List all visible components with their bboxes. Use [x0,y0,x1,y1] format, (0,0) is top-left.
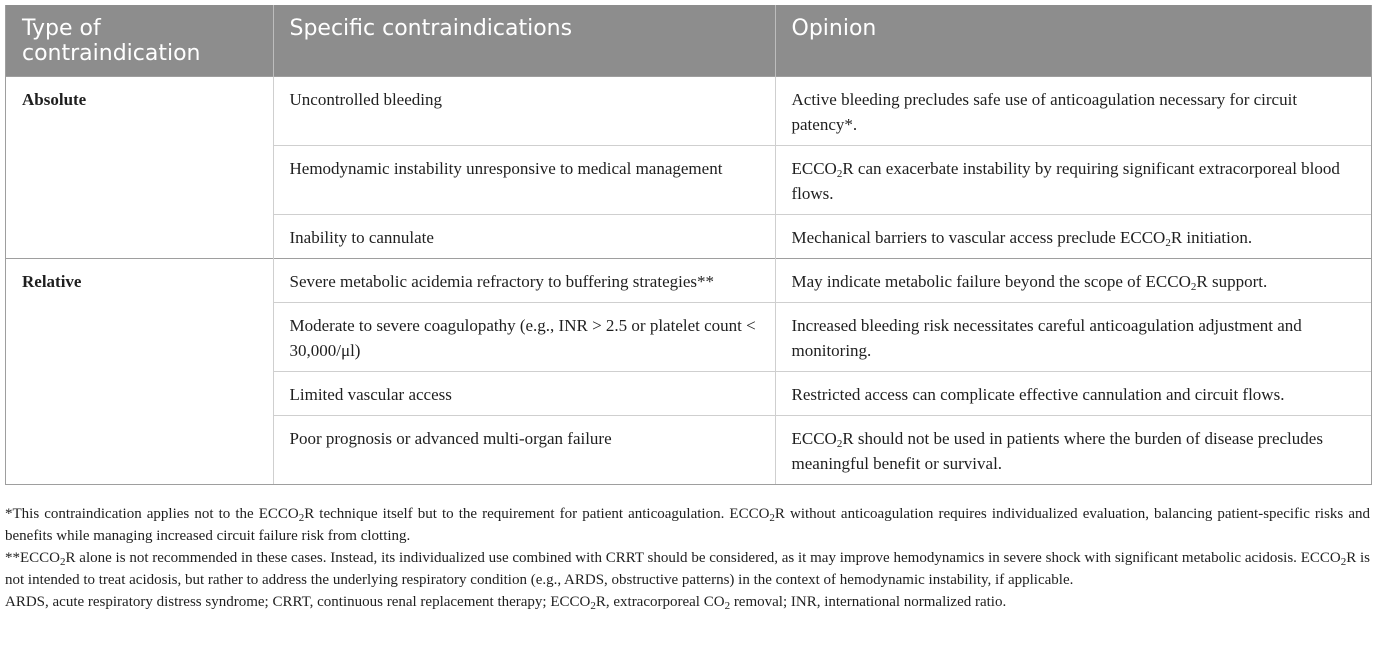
table-row [6,77,1371,146]
type-absolute: Absolute [6,77,273,259]
footnote-anticoagulation: *This contraindication applies not to the $ECCO_2R$ technique itself but to the requirement for patient anticoagulation. $ECCO_2R$ without anticoagulation requires individualized evaluation, balancing patient-specific risks and benefits while managing increased circuit failure risk from clotting. [5,506,1370,544]
header-type: Type of contraindication [6,5,273,77]
table-header-row [6,5,1371,77]
specific-cell: Severe metabolic acidemia refractory to buffering strategies** [273,259,775,303]
opinion-cell: Active bleeding precludes safe use of anticoagulation necessary for circuit patency*. [775,77,1371,146]
opinion-cell: $ECCO_2R$ can exacerbate instability by requiring significant extracorporeal blood flows. [775,146,1371,215]
opinion-cell: May indicate metabolic failure beyond the scope of $ECCO_2R$ support. [775,259,1371,303]
specific-cell: Moderate to severe coagulopathy (e.g., INR > 2.5 or platelet count < 30,000/μl) [273,303,775,372]
specific-cell: Limited vascular access [273,372,775,416]
opinion-cell: Mechanical barriers to vascular access preclude $ECCO_2R$ initiation. [775,215,1371,259]
footnote-acidemia: $**ECCO_2R$ alone is not recommended in these cases. Instead, its individualized use combined with CRRT should be considered, as it may improve hemodynamics in severe shock with significant metabolic acidosis. $ECCO_2R$ is not intended to treat acidosis, but rather to address the underlying respiratory condition (e.g., ARDS, obstructive patterns) in the context of hemodynamic instability, if applicable. [5,550,1370,588]
specific-cell: Uncontrolled bleeding [273,77,775,146]
table-footnotes [5,503,1370,613]
table-row [6,259,1371,303]
specific-cell: Hemodynamic instability unresponsive to medical management [273,146,775,215]
type-relative: Relative [6,259,273,485]
opinion-cell: $ECCO_2R$ should not be used in patients where the burden of disease precludes meaningful benefit or survival. [775,416,1371,485]
contraindications-table-container [5,5,1372,485]
footnote-abbreviations: ARDS, acute respiratory distress syndrome; CRRT, continuous renal replacement therapy; $ECCO_2R$, extracorporeal $CO_2$ removal; INR, international normalized ratio. [5,594,1007,612]
header-opinion: Opinion [775,5,1371,77]
specific-cell: Inability to cannulate [273,215,775,259]
opinion-cell: Increased bleeding risk necessitates careful anticoagulation adjustment and monitoring. [775,303,1371,372]
specific-cell: Poor prognosis or advanced multi-organ failure [273,416,775,485]
header-specific: Specific contraindications [273,5,775,77]
opinion-cell: Restricted access can complicate effective cannulation and circuit flows. [775,372,1371,416]
contraindications-table [6,5,1371,484]
